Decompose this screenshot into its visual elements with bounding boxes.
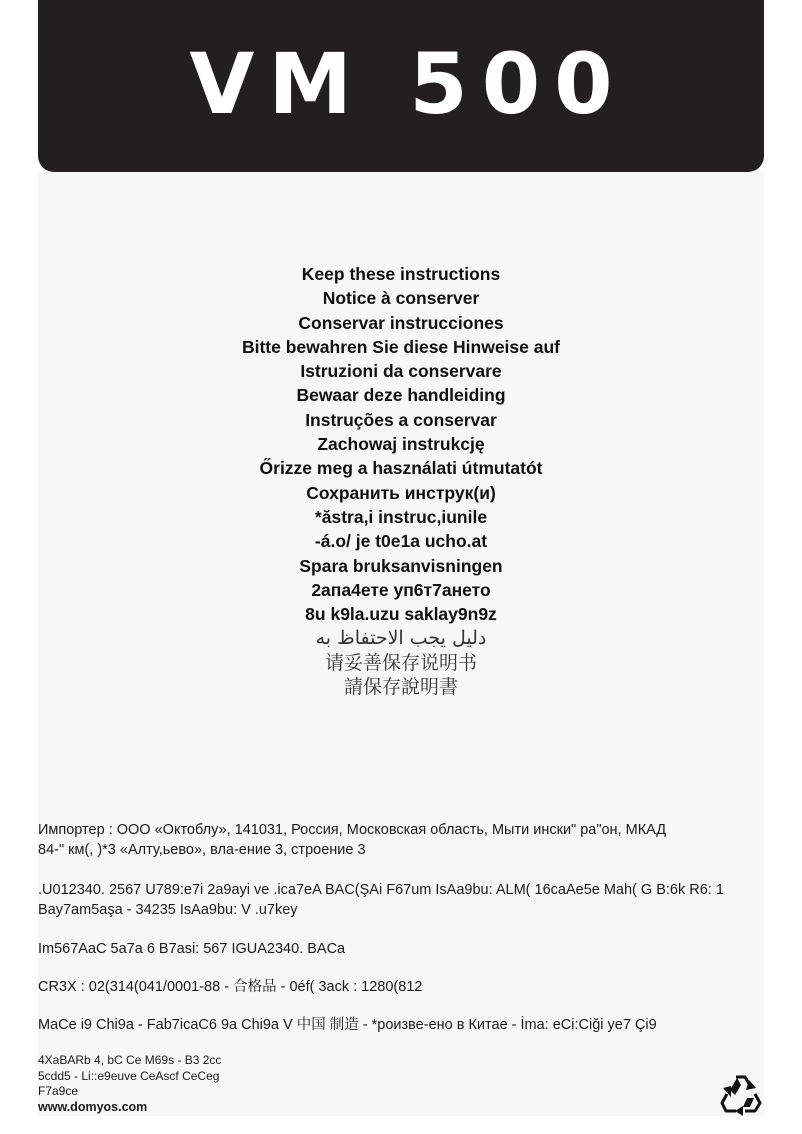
footer-address-line-3: F7a9ce [38,1084,79,1099]
keep-instructions-item: -á.o/ je t0e1a ucho.at [314,531,488,552]
keep-instructions-item-chinese-traditional: 請保存說明書 [343,676,458,699]
footer-address-line-2: 5cdd5 - Li::e9euve CeAscf CeCeg [38,1068,220,1083]
keep-instructions-item: Instruções a conservar [305,409,497,430]
keep-instructions-item: Zachowaj instrukcję [317,434,485,455]
footer-address [38,1053,221,1115]
footer-address-line-1: 4XaBARb 4, bC Ce M69s - B3 2cc [38,1053,222,1067]
keep-instructions-item-arabic: دليل يجب الاحتفاظ به [315,627,487,650]
made-in-line: MaCe i9 Chi9a - Fab7icaC6 9a Chi9a V 中国 制造 - *роизве-ено в Китае - İma: eCi:Ciği ye7 Çi9 [38,1017,657,1033]
keep-instructions-item: Őrizze meg a használati útmutatót [259,458,543,479]
importer-info [38,820,798,1035]
keep-instructions-item: Сохранить инструк(и) [306,482,496,503]
importer-russia-line-2: 84-" км(, )*3 «Алту,ьево», вла-ение 3, строение 3 [38,842,366,858]
keep-instructions-item: Istruzioni da conservare [300,361,502,382]
keep-instructions-item: *ăstra,i instruc,iunile [314,506,488,527]
importer-turkey-line-2: Bay7am5aşa - 34235 IsAa9bu: V .u7key [38,902,298,918]
footer-website: www.domyos.com [38,1099,148,1114]
keep-instructions-list [0,262,802,699]
recycle-icon [716,1068,766,1118]
importer-russia-line-1: Импортер : ООО «Октоблу», 141031, Россия, Московская область, Мыти ински" ра"он, МКАД [38,822,667,838]
header-banner [38,0,764,172]
keep-instructions-item: Spara bruksanvisningen [299,555,503,576]
keep-instructions-item: Notice à conserver [322,288,480,309]
importer-line: Im567AaC 5a7a 6 B7asi: 567 IGUA2340. BACa [38,941,346,957]
keep-instructions-item: Bewaar deze handleiding [296,385,506,406]
keep-instructions-item: 8u k9la.uzu saklay9n9z [305,604,497,625]
importer-turkey-line-1: .U012340. 2567 U789:e7i 2a9ayi ve .ica7eA BAC(ŞAi F67um IsAa9bu: ALM( 16caAe5e Mah( G B:6k R6: 1 [38,882,724,898]
keep-instructions-item: 2апа4ете уп6т7ането [311,579,491,600]
keep-instructions-item: Keep these instructions [301,264,501,284]
certification-line: CR3X : 02(314(041/0001-88 - 合格品 - 0éf( 3ack : 1280(812 [38,979,423,995]
keep-instructions-item-chinese-simplified: 请妥善保存说明书 [324,651,477,674]
product-title: VM 500 [189,35,627,133]
keep-instructions-item: Bitte bewahren Sie diese Hinweise auf [241,336,561,357]
keep-instructions-item: Conservar instrucciones [298,312,504,333]
